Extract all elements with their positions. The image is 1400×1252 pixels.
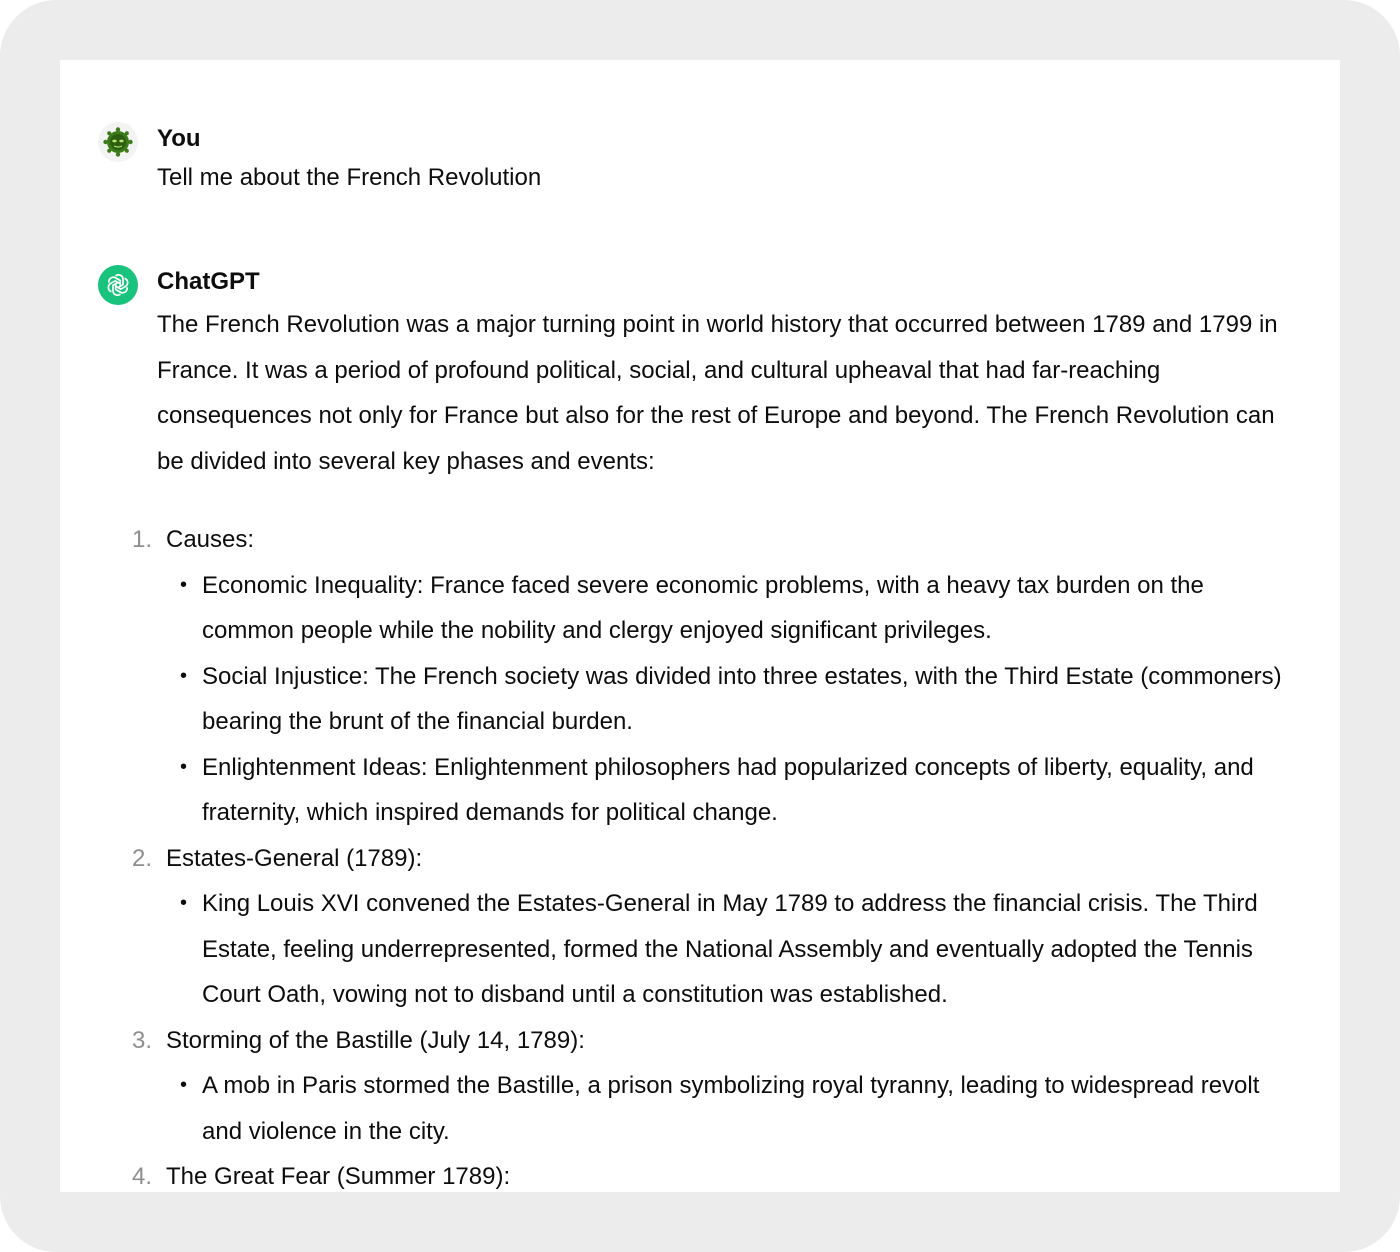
user-message-text: Tell me about the French Revolution [157,164,542,191]
point-text: Enlightenment Ideas: Enlightenment philosophers had popularized concepts of liberty, equality, and fraternity, which inspired demands for political change. [202,753,1254,826]
list-item [180,881,1292,1018]
phase-item [132,836,1292,1018]
bullet-icon: • [180,1074,188,1096]
phase-item [132,1018,1292,1155]
phase-points [166,881,1292,1018]
assistant-avatar [98,265,138,305]
user-avatar [98,122,138,162]
phase-item [132,1154,1292,1192]
phase-item [132,517,1292,836]
list-item [180,563,1292,654]
bullet-icon: • [180,755,188,778]
bullet-icon: • [180,664,188,687]
phase-title: Estates-General (1789): [166,844,423,872]
point-text: King Louis XVI convened the Estates-General in May 1789 to address the financial crisis. The Third Estate, feeling underrepresented, formed the National Assembly and eventually adopted the Tennis Court Oath, vowing not to disband until a constitution was established. [202,890,1258,1008]
phase-title: The Great Fear (Summer 1789): [166,1163,511,1190]
openai-logo-icon [105,272,131,298]
point-text: Economic Inequality: France faced severe economic problems, with a heavy tax burden on the common people while the nobility and clergy enjoyed significant privileges. [202,571,1204,644]
phase-number: 3. [132,1026,153,1054]
list-item [180,654,1292,745]
chat-panel [60,60,1340,1192]
green-virus-avatar-icon [102,126,134,158]
phase-title: Storming of the Bastille (July 14, 1789): [166,1026,585,1054]
bullet-icon: • [180,573,188,596]
list-item [180,745,1292,836]
phase-points [166,1063,1292,1154]
point-text: Social Injustice: The French society was divided into three estates, with the Third Estate (commoners) bearing the brunt of the financial burden. [202,662,1282,735]
point-text: A mob in Paris stormed the Bastille, a prison symbolizing royal tyranny, leading to widespread revolt and violence in the city. [202,1072,1260,1145]
phase-number: 4. [132,1163,153,1190]
assistant-author-name: ChatGPT [157,268,260,295]
assistant-intro-paragraph: The French Revolution was a major turning point in world history that occurred between 1789 and 1799 in France. It was a period of profound political, social, and cultural upheaval that had far-reaching consequences not only for France but also for the rest of Europe and beyond. The French Revolution can be divided into several key phases and events: [157,311,1278,475]
phase-number: 2. [132,844,153,872]
phase-number: 1. [132,526,153,553]
phase-points [166,563,1292,836]
bullet-icon: • [180,892,188,914]
phase-title: Causes: [166,526,255,553]
list-item [180,1063,1292,1154]
user-author-name: You [157,125,201,152]
phases-list [132,517,1292,1192]
